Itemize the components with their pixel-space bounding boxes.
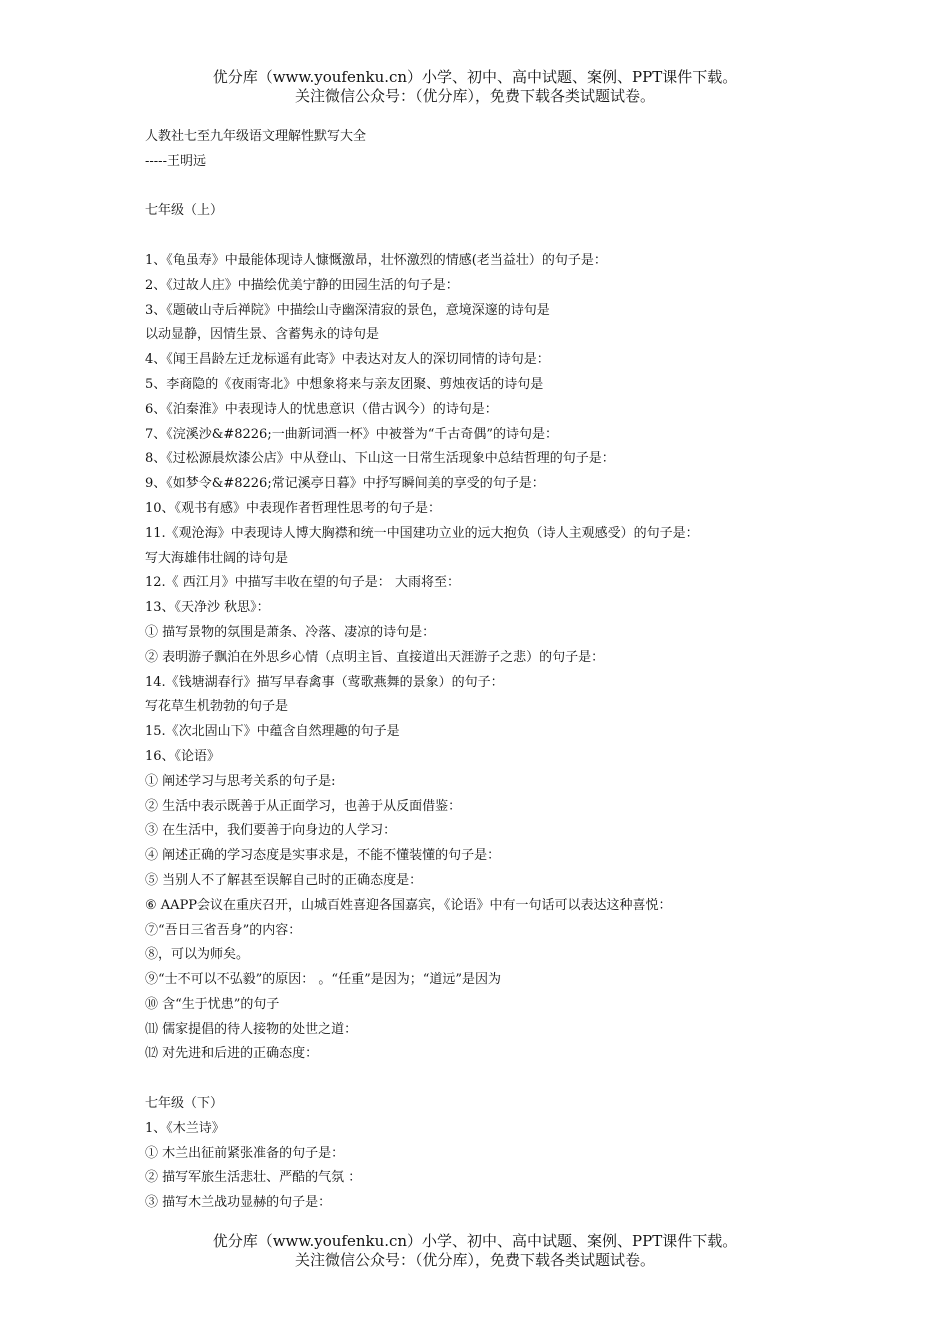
- spacer: [145, 175, 765, 200]
- question-line: ⑨“士不可以不弘毅”的原因： 。“任重”是因为；“道远”是因为: [145, 972, 502, 988]
- header-line-2: 关注微信公众号：（优分库），免费下载各类试题试卷。: [294, 87, 655, 105]
- question-line: ⑤ 当别人不了解甚至误解自己时的正确态度是：: [145, 872, 423, 888]
- question-line: 2、《过故人庄》中描绘优美宁静的田园生活的句子是：: [145, 277, 459, 293]
- question-line: ③ 描写木兰战功显赫的句子是：: [145, 1195, 332, 1211]
- question-line: ③ 在生活中，我们要善于向身边的人学习：: [145, 823, 397, 839]
- question-line: 以动显静，因情生景、含蓄隽永的诗句是: [145, 327, 380, 343]
- question-line: 10、《观书有感》中表现作者哲理性思考的句子是：: [145, 500, 442, 516]
- spacer: [145, 1067, 765, 1092]
- question-line: 5、李商隐的《夜雨寄北》中想象将来与亲友团聚、剪烛夜话的诗句是: [145, 376, 544, 392]
- page-header-banner: [0, 68, 950, 106]
- question-line: 写花草生机勃勃的句子是: [145, 699, 289, 715]
- question-line: 4、《闻王昌龄左迁龙标遥有此寄》中表达对友人的深切同情的诗句是：: [145, 352, 550, 368]
- question-line: ⑧，可以为师矣。: [145, 947, 250, 963]
- question-line: 9、《如梦令&#8226;常记溪亭日暮》中抒写瞬间美的享受的句子是：: [145, 476, 545, 492]
- section-heading-grade7-lower: 七年级（下）: [145, 1096, 224, 1112]
- spacer: [145, 224, 765, 249]
- question-line: ⑾ 儒家提倡的待人接物的处世之道：: [145, 1021, 358, 1037]
- question-line: 12.《 西江月》中描写丰收在望的句子是： 大雨将至：: [145, 575, 460, 591]
- question-line: ① 阐述学习与思考关系的句子是:: [145, 773, 336, 789]
- footer-line-1: 优分库（www.youfenku.cn）小学、初中、高中试题、案例、PPT课件下载。: [212, 1232, 738, 1250]
- document-title: 人教社七至九年级语文理解性默写大全: [145, 129, 367, 144]
- question-line: 1、《龟虽寿》中最能体现诗人慷慨激昂，壮怀激烈的情感(老当益壮）的句子是：: [145, 252, 607, 268]
- section-heading-grade7-upper: 七年级（上）: [145, 203, 224, 219]
- question-line: ① 描写景物的氛围是萧条、冷落、凄凉的诗句是：: [145, 624, 436, 640]
- question-line: 14.《钱塘湖春行》描写早春禽事（莺歌燕舞的景象）的句子：: [145, 674, 504, 690]
- page-footer-banner: [0, 1232, 950, 1270]
- question-line: ⑩ 含“生于忧患”的句子: [145, 996, 280, 1012]
- header-line-1: 优分库（www.youfenku.cn）小学、初中、高中试题、案例、PPT课件下载。: [212, 68, 738, 86]
- question-line: ① 木兰出征前紧张准备的句子是：: [145, 1145, 345, 1161]
- question-line: 写大海雄伟壮阔的诗句是: [145, 550, 289, 566]
- question-line: 16、《论语》: [145, 748, 221, 764]
- question-line: ② 表明游子飘泊在外思乡心情（点明主旨、直接道出天涯游子之悲）的句子是：: [145, 649, 605, 665]
- question-line: ⑦“吾日三省吾身”的内容：: [145, 922, 302, 938]
- document-author: -----王明远: [145, 153, 206, 169]
- footer-line-2: 关注微信公众号：（优分库），免费下载各类试题试卷。: [294, 1251, 655, 1269]
- question-line: ② 生活中表示既善于从正面学习，也善于从反面借鉴：: [145, 798, 462, 814]
- question-line: 11.《观沧海》中表现诗人博大胸襟和统一中国建功立业的远大抱负（诗人主观感受）的句子是：: [145, 525, 699, 541]
- document-body: [145, 125, 765, 1216]
- question-line: 3、《题破山寺后禅院》中描绘山寺幽深清寂的景色，意境深邃的诗句是: [145, 302, 550, 318]
- question-line: 15.《次北固山下》中蕴含自然理趣的句子是: [145, 724, 400, 740]
- question-line: 7、《浣溪沙&#8226;一曲新词酒一杯》中被誉为“千古奇偶”的诗句是：: [145, 426, 558, 442]
- question-line: ⑥ AAPP会议在重庆召开，山城百姓喜迎各国嘉宾，《论语》中有一句话可以表达这种喜悦：: [145, 897, 672, 913]
- question-line: 1、《木兰诗》: [145, 1120, 225, 1136]
- question-line: 8、《过松源晨炊漆公店》中从登山、下山这一日常生活现象中总结哲理的句子是：: [145, 451, 615, 467]
- question-line: ⑿ 对先进和后进的正确态度：: [145, 1046, 319, 1062]
- question-line: 6、《泊秦淮》中表现诗人的忧患意识（借古讽今）的诗句是：: [145, 401, 498, 417]
- question-line: ④ 阐述正确的学习态度是实事求是，不能不懂装懂的句子是：: [145, 848, 501, 864]
- question-line: ② 描写军旅生活悲壮、严酷的气氛 ：: [145, 1170, 362, 1186]
- question-line: 13、《天净沙 秋思》：: [145, 600, 270, 616]
